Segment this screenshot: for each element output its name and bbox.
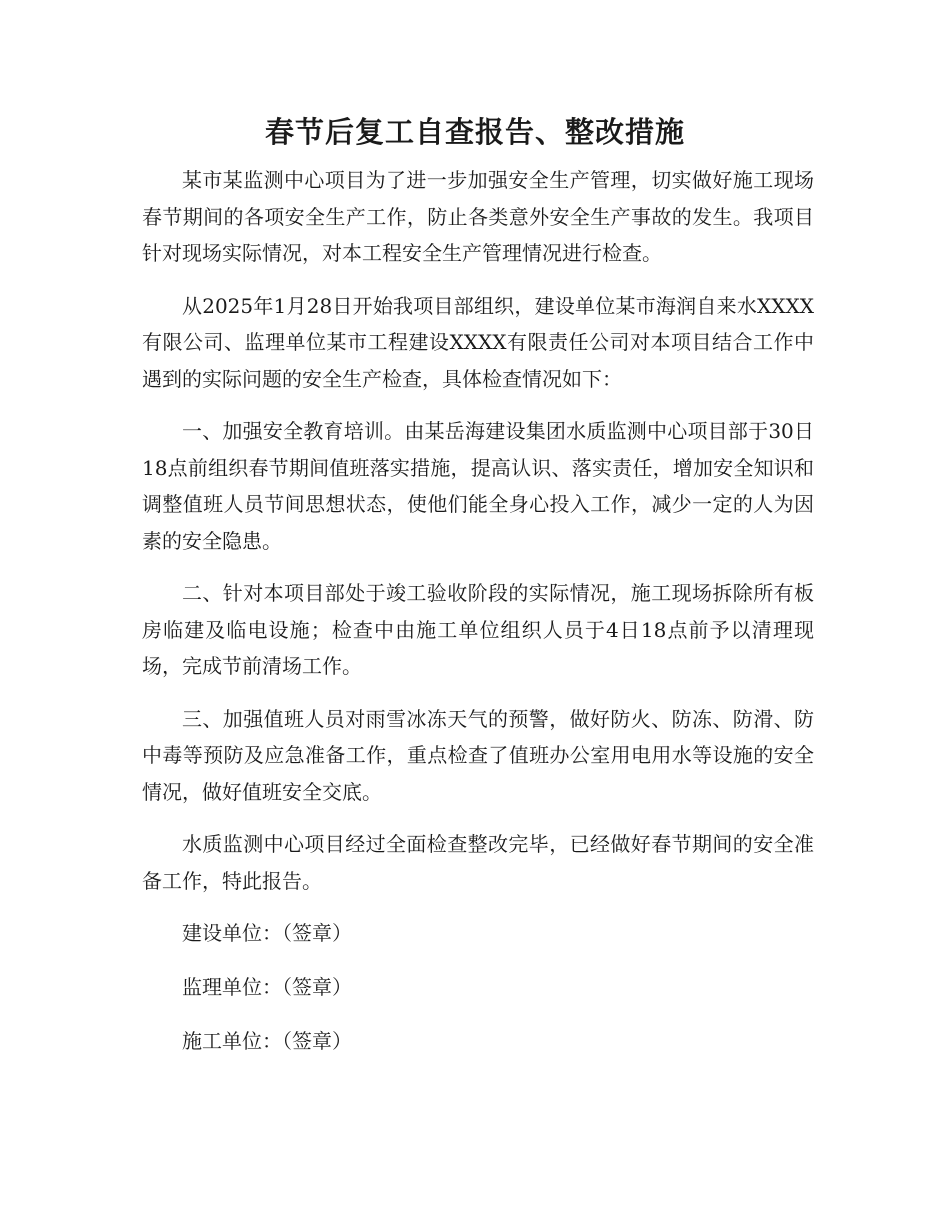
- paragraph-inspection-scope: 从2025年1月28日开始我项目部组织，建设单位某市海润自来水XXXX有限公司、监理单位某市工程建设XXXX有限责任公司对本项目结合工作中遇到的实际问题的安全生产检查，具体检查情况如下：: [142, 293, 814, 391]
- signature-supervision-unit: 监理单位：（签章）: [182, 975, 352, 999]
- signature-construction-unit: 建设单位：（签章）: [182, 921, 352, 945]
- paragraph-item-3: 三、加强值班人员对雨雪冰冻天气的预警，做好防火、防冻、防滑、防中毒等预防及应急准备工作，重点检查了值班办公室用电用水等设施的安全情况，做好值班安全交底。: [142, 706, 814, 804]
- paragraph-conclusion: 水质监测中心项目经过全面检查整改完毕，已经做好春节期间的安全准备工作，特此报告。: [142, 832, 814, 893]
- paragraph-item-2: 二、针对本项目部处于竣工验收阶段的实际情况，施工现场拆除所有板房临建及临电设施；检查中由施工单位组织人员于4日18点前予以清理现场，完成节前清场工作。: [142, 581, 814, 678]
- document-title: 春节后复工自查报告、整改措施: [264, 115, 685, 149]
- document-body: [142, 162, 814, 1077]
- signature-contractor-unit: 施工单位：（签章）: [182, 1029, 352, 1053]
- paragraph-intro: 某市某监测中心项目为了进一步加强安全生产管理，切实做好施工现场春节期间的各项安全生产工作，防止各类意外安全生产事故的发生。我项目针对现场实际情况，对本工程安全生产管理情况进行检查。: [142, 168, 814, 265]
- paragraph-item-1: 一、加强安全教育培训。由某岳海建设集团水质监测中心项目部于30日18点前组织春节期间值班落实措施，提高认识、落实责任，增加安全知识和调整值班人员节间思想状态，使他们能全身心投入工作，减少一定的人为因素的安全隐患。: [142, 419, 814, 553]
